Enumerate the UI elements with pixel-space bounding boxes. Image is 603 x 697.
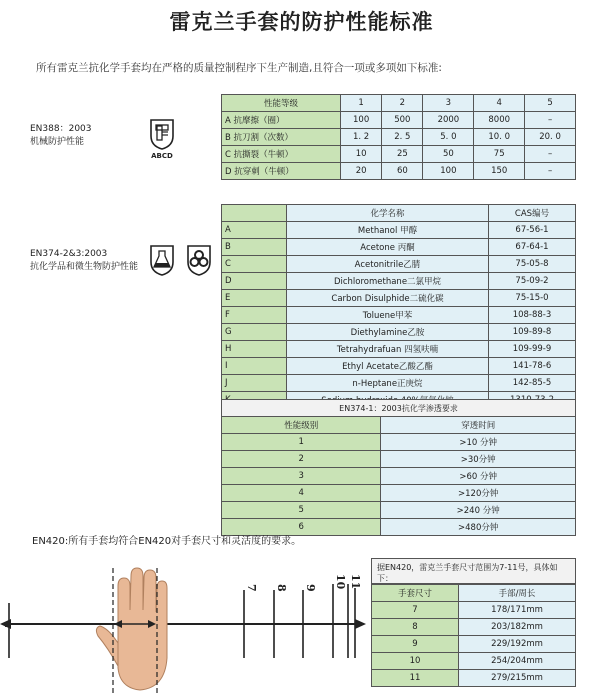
table-cell: C 抗撕裂（牛顿）: [222, 146, 341, 163]
table-cell: 2. 5: [382, 129, 423, 146]
table-cell: B 抗刀割（次数）: [222, 129, 341, 146]
table-cell: Methanol 甲醇: [287, 222, 489, 239]
en388-table: [221, 94, 576, 180]
en374-icons: [148, 244, 213, 280]
ruler-label-8: 8: [275, 584, 288, 592]
table-row: [372, 619, 576, 636]
table-cell: 11: [372, 670, 459, 687]
table-cell: >10 分钟: [381, 434, 576, 451]
table-cell: >60 分钟: [381, 468, 576, 485]
table-row: [372, 636, 576, 653]
table-row: [222, 129, 576, 146]
table-cell: I: [222, 358, 287, 375]
en420-text: EN420:所有手套均符合EN420对手套尺寸和灵活度的要求。: [32, 536, 302, 547]
table-header-cell: 手套尺寸: [372, 585, 459, 602]
table-cell: 2000: [423, 112, 474, 129]
table-cell: B: [222, 239, 287, 256]
en388-icon: [148, 118, 176, 160]
table-cell: Dichloromethane二氯甲烷: [287, 273, 489, 290]
table-row: [222, 239, 576, 256]
table-cell: F: [222, 307, 287, 324]
table-cell: Diethylamine乙胺: [287, 324, 489, 341]
table-cell: 10: [341, 146, 382, 163]
table-cell: A 抗摩擦（圈）: [222, 112, 341, 129]
en420-table: [371, 584, 576, 687]
table-cell: 9: [372, 636, 459, 653]
table-cell: 75-09-2: [489, 273, 576, 290]
table-cell: H: [222, 341, 287, 358]
table-cell: A: [222, 222, 287, 239]
ruler-label-10: 10: [334, 574, 347, 590]
table-cell: Carbon Disulphide二硫化碳: [287, 290, 489, 307]
table-row: [222, 485, 576, 502]
table-row: [372, 653, 576, 670]
table-cell: 150: [474, 163, 525, 180]
en374-label: [30, 248, 138, 274]
table-cell: Ethyl Acetate乙酸乙酯: [287, 358, 489, 375]
table-cell: 75: [474, 146, 525, 163]
en374-standard: EN374-2&3:2003: [30, 249, 108, 259]
table-cell: 67-64-1: [489, 239, 576, 256]
page-title: 雷克兰手套的防护性能标准: [169, 10, 434, 34]
table-cell: 50: [423, 146, 474, 163]
table-cell: Acetonitrile乙腈: [287, 256, 489, 273]
table-cell: >480分钟: [381, 519, 576, 536]
table-cell: 8: [372, 619, 459, 636]
table-cell: E: [222, 290, 287, 307]
table-row: [222, 222, 576, 239]
hammer-shield-icon: [148, 118, 176, 150]
table-row: [222, 358, 576, 375]
table-cell: 6: [222, 519, 381, 536]
table-cell: 1. 2: [341, 129, 382, 146]
table-cell: 10. 0: [474, 129, 525, 146]
table-row: [222, 434, 576, 451]
table-cell: 3: [222, 468, 381, 485]
table-cell: 141-78-6: [489, 358, 576, 375]
ruler-label-7: 7: [245, 584, 258, 592]
table-cell: 5. 0: [423, 129, 474, 146]
table-row: [222, 375, 576, 392]
table-caption: EN374-1：2003抗化学渗透要求: [222, 400, 576, 417]
table-cell: D: [222, 273, 287, 290]
table-caption-row: [222, 400, 576, 417]
table-cell: >240 分钟: [381, 502, 576, 519]
table-cell: 1: [222, 434, 381, 451]
table-header-row: [222, 417, 576, 434]
table-cell: 229/192mm: [459, 636, 576, 653]
en374-desc: 抗化学品和微生物防护性能: [30, 262, 139, 272]
table-row: [222, 502, 576, 519]
table-cell: 7: [372, 602, 459, 619]
table-row: [222, 307, 576, 324]
table-cell: 75-15-0: [489, 290, 576, 307]
table-cell: 108-88-3: [489, 307, 576, 324]
table-cell: 178/171mm: [459, 602, 576, 619]
table-header-cell: 2: [382, 95, 423, 112]
table-cell: –: [525, 146, 576, 163]
table-cell: 203/182mm: [459, 619, 576, 636]
table-header-cell: 性能等级: [222, 95, 341, 112]
table-cell: 5: [222, 502, 381, 519]
table-row: [222, 451, 576, 468]
table-cell: 142-85-5: [489, 375, 576, 392]
table-row: [372, 602, 576, 619]
table-header-cell: 穿透时间: [381, 417, 576, 434]
table-cell: –: [525, 163, 576, 180]
table-cell: 109-89-8: [489, 324, 576, 341]
table-header-cell: CAS编号: [489, 205, 576, 222]
table-cell: 279/215mm: [459, 670, 576, 687]
en388-label: [30, 123, 92, 149]
table-header-cell: 化学名称: [287, 205, 489, 222]
chemical-flask-shield-icon: [148, 244, 176, 276]
biohazard-shield-icon: [185, 244, 213, 276]
table-header-cell: 手部/周长: [459, 585, 576, 602]
table-cell: 25: [382, 146, 423, 163]
table-cell: 60: [382, 163, 423, 180]
table-cell: 2: [222, 451, 381, 468]
table-cell: 500: [382, 112, 423, 129]
table-header-row: [222, 95, 576, 112]
en420-note: 据EN420，雷克兰手套尺寸范围为7-11号，具体如下：: [371, 558, 576, 584]
en374-1-table: [221, 399, 576, 536]
hand-size-ruler: [0, 548, 370, 693]
table-row: [222, 256, 576, 273]
table-header-cell: 性能级别: [222, 417, 381, 434]
table-header-cell: 5: [525, 95, 576, 112]
table-header-row: [372, 585, 576, 602]
table-row: [222, 273, 576, 290]
table-header-cell: 4: [474, 95, 525, 112]
ruler-label-11: 11: [349, 574, 362, 590]
table-cell: 100: [423, 163, 474, 180]
table-cell: 67-56-1: [489, 222, 576, 239]
table-cell: 10: [372, 653, 459, 670]
table-row: [372, 670, 576, 687]
table-header-row: [222, 205, 576, 222]
table-cell: 4: [222, 485, 381, 502]
table-cell: n-Heptane正庚烷: [287, 375, 489, 392]
table-cell: 20. 0: [525, 129, 576, 146]
table-row: [222, 146, 576, 163]
table-row: [222, 163, 576, 180]
table-cell: Toluene甲苯: [287, 307, 489, 324]
table-cell: >120分钟: [381, 485, 576, 502]
ruler-label-9: 9: [304, 584, 317, 592]
table-cell: 254/204mm: [459, 653, 576, 670]
table-header-cell: 3: [423, 95, 474, 112]
table-cell: 8000: [474, 112, 525, 129]
table-cell: C: [222, 256, 287, 273]
table-cell: 109-99-9: [489, 341, 576, 358]
table-row: [222, 290, 576, 307]
table-header-cell: [222, 205, 287, 222]
table-row: [222, 324, 576, 341]
table-header-cell: 1: [341, 95, 382, 112]
table-row: [222, 112, 576, 129]
table-cell: J: [222, 375, 287, 392]
table-cell: Acetone 丙酮: [287, 239, 489, 256]
en388-desc: 机械防护性能: [30, 137, 85, 147]
table-cell: D 抗穿刺（牛顿）: [222, 163, 341, 180]
table-cell: 100: [341, 112, 382, 129]
table-cell: –: [525, 112, 576, 129]
table-cell: G: [222, 324, 287, 341]
table-cell: 20: [341, 163, 382, 180]
table-row: [222, 341, 576, 358]
table-cell: >30分钟: [381, 451, 576, 468]
table-row: [222, 468, 576, 485]
intro-text: 所有雷克兰抗化学手套均在严格的质量控制程序下生产制造,且符合一项或多项如下标准:: [36, 62, 442, 74]
en388-standard: EN388：2003: [30, 124, 92, 134]
en374-table: [221, 204, 576, 426]
table-cell: 75-05-8: [489, 256, 576, 273]
table-cell: Tetrahydrafuan 四氢呋喃: [287, 341, 489, 358]
en388-icon-label: ABCD: [151, 152, 173, 160]
